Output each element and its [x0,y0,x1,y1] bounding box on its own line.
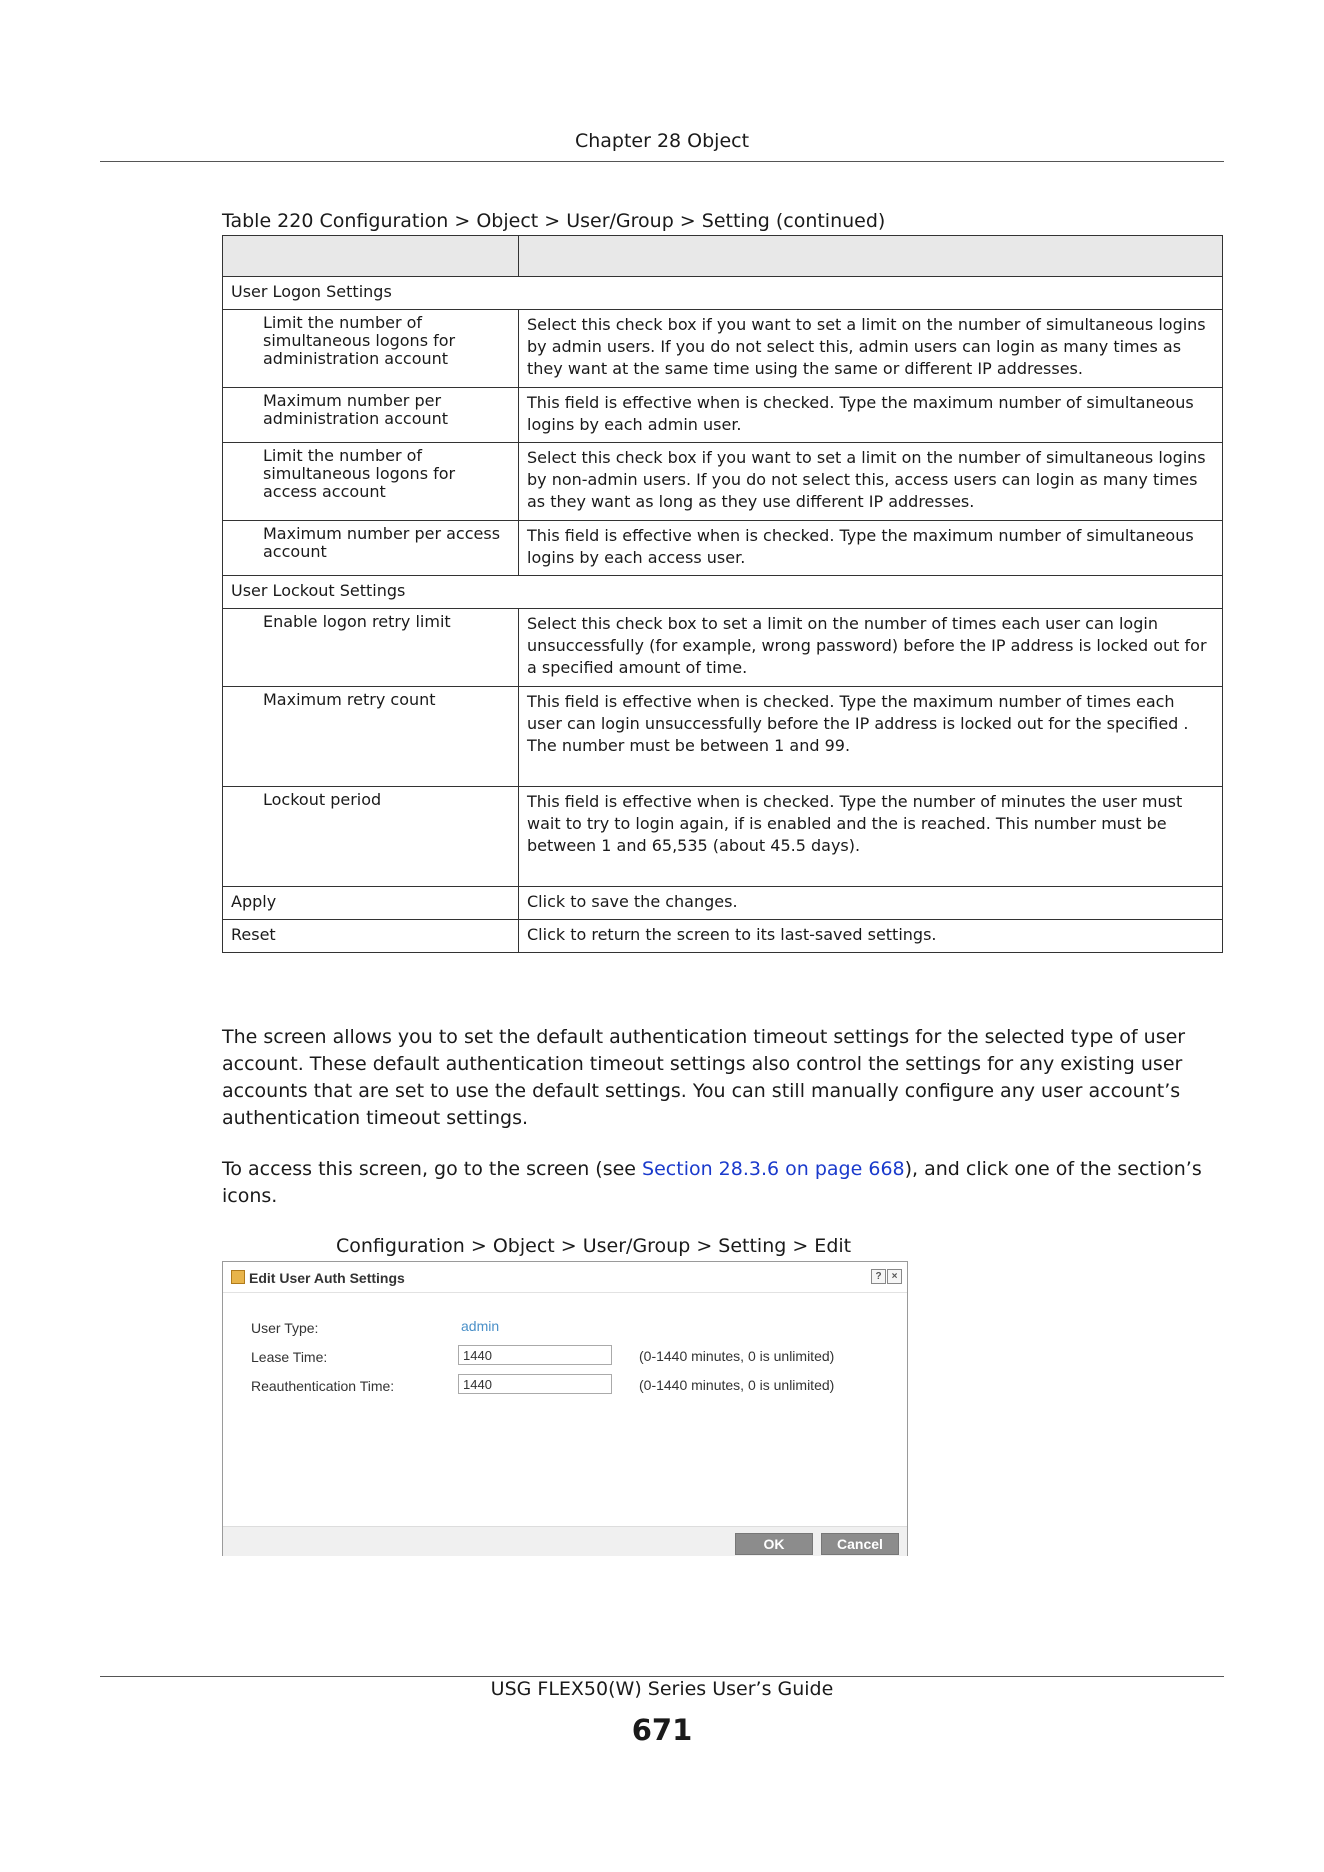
section-heading: User Lockout Settings [223,576,1223,609]
table-row [223,687,1223,787]
help-icon[interactable]: ? [871,1269,886,1284]
row-description: This field is effective when is checked. Type the maximum number of simultaneous logins by each admin user. [519,388,1223,443]
ok-button[interactable]: OK [735,1533,813,1555]
page-number: 671 [631,1713,693,1747]
table-caption: Table 220 Configuration > Object > User/Group > Setting (continued) [222,210,886,232]
row-description: Click to save the changes. [519,887,1223,920]
section-heading: User Logon Settings [223,277,1223,310]
reauth-time-label: Reauthentication Time: [251,1378,395,1394]
body-paragraph: The screen allows you to set the default authentication timeout settings for the selected type of user account. These default authentication timeout settings also control the settings for any existing user accounts that are set to use the default settings. You can still manually configure any user account’s authentication timeout settings. [222,1026,1186,1129]
header-rule [100,161,1224,162]
close-icon[interactable]: × [887,1269,902,1284]
cancel-button[interactable]: Cancel [821,1533,899,1555]
table-row [223,521,1223,576]
table-row [223,576,1223,609]
table-row [223,310,1223,388]
edit-icon [231,1270,245,1284]
table-row [223,277,1223,310]
body-paragraph-access [222,1156,1222,1210]
row-label: Limit the number of simultaneous logons for administration account [223,310,519,388]
row-label: Reset [223,920,519,953]
guide-title: USG FLEX50(W) Series User’s Guide [490,1678,834,1700]
user-type-value: admin [461,1318,500,1334]
access-text-start: To access this screen, go to the screen (see [222,1158,643,1180]
settings-table [222,235,1223,953]
dialog-titlebar [223,1262,907,1293]
table-row [223,443,1223,521]
dialog-footer [223,1526,907,1556]
table-row [223,388,1223,443]
row-label: Enable logon retry limit [223,609,519,687]
access-text-end: ), and click one of the section’s icons. [222,1158,1202,1207]
reauth-time-input[interactable] [458,1374,612,1394]
row-label: Apply [223,887,519,920]
table-row [223,887,1223,920]
row-description: Select this check box if you want to set a limit on the number of simultaneous logins by admin users. If you do not select this, admin users can login as many times as they want at the same time using the same or different IP addresses. [519,310,1223,388]
row-label: Maximum retry count [223,687,519,787]
row-description: Select this check box if you want to set a limit on the number of simultaneous logins by non-admin users. If you do not select this, access users can login as many times as they want as long as they use different IP addresses. [519,443,1223,521]
row-description: This field is effective when is checked. Type the maximum number of simultaneous logins by each access user. [519,521,1223,576]
row-description: This field is effective when is checked. Type the maximum number of times each user can login unsuccessfully before the IP address is locked out for the specified . The number must be between 1 and 99. [519,687,1223,787]
reauth-time-hint: (0-1440 minutes, 0 is unlimited) [639,1377,835,1393]
edit-user-auth-dialog [222,1261,908,1556]
row-description: Click to return the screen to its last-saved settings. [519,920,1223,953]
table-row [223,787,1223,887]
row-description: Select this check box to set a limit on the number of times each user can login unsuccessfully (for example, wrong password) before the IP address is locked out for a specified amount of time. [519,609,1223,687]
row-label: Maximum number per access account [223,521,519,576]
row-description: This field is effective when is checked. Type the number of minutes the user must wait to try to login again, if is enabled and the is reached. This number must be between 1 and 65,535 (about 45.5 days). [519,787,1223,887]
dialog-title: Edit User Auth Settings [249,1270,405,1286]
lease-time-hint: (0-1440 minutes, 0 is unlimited) [639,1348,835,1364]
row-label: Lockout period [223,787,519,887]
lease-time-label: Lease Time: [251,1349,328,1365]
lease-time-input[interactable] [458,1345,612,1365]
footer-rule [100,1676,1224,1677]
table-header-row [223,236,1223,277]
section-link[interactable]: Section 28.3.6 on page 668 [642,1158,905,1180]
table-row [223,920,1223,953]
figure-caption: Configuration > Object > User/Group > Setting > Edit [336,1235,852,1257]
table-row [223,609,1223,687]
user-type-label: User Type: [251,1320,319,1336]
row-label: Maximum number per administration account [223,388,519,443]
chapter-header: Chapter 28 Object [574,130,750,152]
row-label: Limit the number of simultaneous logons for access account [223,443,519,521]
